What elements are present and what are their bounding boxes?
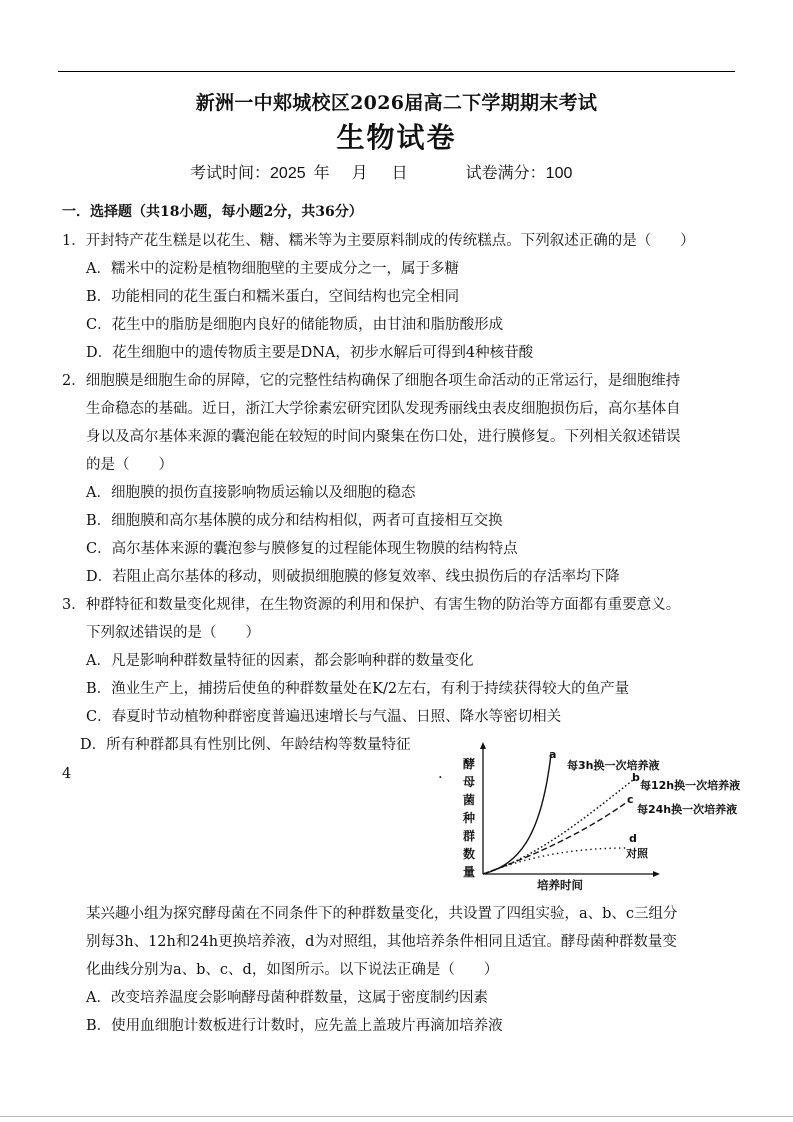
question-3-option-c: C．春夏时节动植物种群密度普遍迅速增长与气温、日照、降水等密切相关 [86,709,562,725]
question-4-stem-line-3: 化曲线分别为a、b、c、d，如图所示。以下说法正确是（ ） [86,962,499,978]
section-heading: 一．选择题（共18小题，每小题2分，共36分） [62,204,363,220]
question-1-stem: 1．开封特产花生糕是以花生、糖、糯米等为主要原料制成的传统糕点。下列叙述正确的是（ ） [62,233,695,249]
curve-d [483,848,627,874]
question-3-stem-line-2: 下列叙述错误的是（ ） [86,625,260,641]
year-unit: 年 [313,163,330,182]
question-4-option-b: B．使用血细胞计数板进行计数时，应先盖上盖玻片再滴加培养液 [86,1018,503,1034]
question-4-option-a: A．改变培养温度会影响酵母菌种群数量，这属于密度制约因素 [86,990,488,1006]
curve-d-desc: 对照 [626,847,648,860]
question-1-option-c: C．花生中的脂肪是细胞内良好的储能物质，由甘油和脂肪酸形成 [86,317,504,333]
y-axis-arrow [480,742,486,749]
page-bottom-edge [0,1116,793,1117]
exam-time-label: 考试时间： [190,163,271,182]
exam-title: 新洲一中郏城校区2026届高二下学期期末考试 [195,92,598,114]
question-3-option-b: B．渔业生产上，捕捞后使鱼的种群数量处在K/2左右，有利于持续获得较大的鱼产量 [86,681,630,697]
y-label-char: 数 [463,847,476,861]
y-label-char: 群 [463,829,476,843]
question-4-stem-line-1: 某兴趣小组为探究酵母菌在不同条件下的种群数量变化，共设置了四组实验，a、b、c三组分 [86,906,678,922]
full-score-label: 试卷满分： [465,163,546,182]
x-axis-arrow [653,871,660,877]
question-2-option-c: C．高尔基体来源的囊泡参与膜修复的过程能体现生物膜的结构特点 [86,541,518,557]
question-3-option-a: A．凡是影响种群数量特征的因素，都会影响种群的数量变化 [86,653,474,669]
curve-c-letter: c [627,793,634,806]
exam-year: 2025 [270,165,306,182]
header-top-rule [58,71,735,72]
question-4-stem-line-2: 别每3h、12h和24h更换培养液，d为对照组，其他培养条件相同且适宜。酵母菌种群数量变 [86,934,677,950]
curve-a-desc: 每3h换一次培养液 [567,759,660,772]
question-2-option-b: B．细胞膜和高尔基体膜的成分和结构相似，两者可直接相互交换 [86,513,503,529]
y-label-char: 母 [463,775,476,789]
question-2-stem-line-1: 2．细胞膜是细胞生命的屏障，它的完整性结构确保了细胞各项生命活动的正常运行，是细胞维持 [62,373,681,389]
full-score-value: 100 [545,165,573,182]
curve-labels [549,748,740,860]
question-1-option-a: A．糯米中的淀粉是植物细胞壁的主要成分之一，属于多糖 [86,261,459,277]
question-2-stem-line-4: 的是（ ） [86,457,173,473]
curve-b [483,780,633,874]
curve-d-letter: d [629,832,637,845]
question-4-number-dot: . [438,766,443,782]
figure-x-axis-label: 培养时间 [537,878,583,892]
curve-b-desc: 每12h换一次培养液 [640,779,741,792]
exam-subject-title: 生物试卷 [336,121,457,154]
y-label-char: 菌 [463,793,476,807]
question-1-option-d: D．花生细胞中的遗传物质主要是DNA，初步水解后可得到4种核苷酸 [86,345,534,361]
question-2-stem-line-3: 身以及高尔基体来源的囊泡能在较短的时间内聚集在伤口处，进行膜修复。下列相关叙述错误 [86,429,681,445]
question-1-option-b: B．功能相同的花生蛋白和糯米蛋白，空间结构也完全相同 [86,289,460,305]
y-label-char: 酵 [463,757,476,771]
exam-info-line [190,160,572,183]
question-2-option-d: D．若阻止高尔基体的移动，则破损细胞膜的修复效率、线虫损伤后的存活率均下降 [86,569,620,585]
y-label-char: 种 [463,811,476,825]
y-label-char: 量 [463,865,476,879]
curve-a-letter: a [549,748,557,761]
month-unit: 月 [351,163,368,182]
yeast-population-figure [455,740,755,895]
question-4-number: 4 [62,766,72,782]
curve-c-desc: 每24h换一次培养液 [637,803,738,816]
curve-b-letter: b [632,771,640,784]
curve-a [483,754,551,874]
question-2-option-a: A．细胞膜的损伤直接影响物质运输以及细胞的稳态 [86,485,416,501]
question-2-stem-line-2: 生命稳态的基础。近日，浙江大学徐素宏研究团队发现秀丽线虫表皮细胞损伤后，高尔基体自 [86,401,681,417]
question-3-option-d: D．所有种群都具有性别比例、年龄结构等数量特征 [80,737,411,753]
figure-y-axis-label [462,756,475,879]
question-3-stem-line-1: 3．种群特征和数量变化规律，在生物资源的利用和保护、有害生物的防治等方面都有重要意义。 [62,597,681,613]
day-unit: 日 [391,163,408,182]
